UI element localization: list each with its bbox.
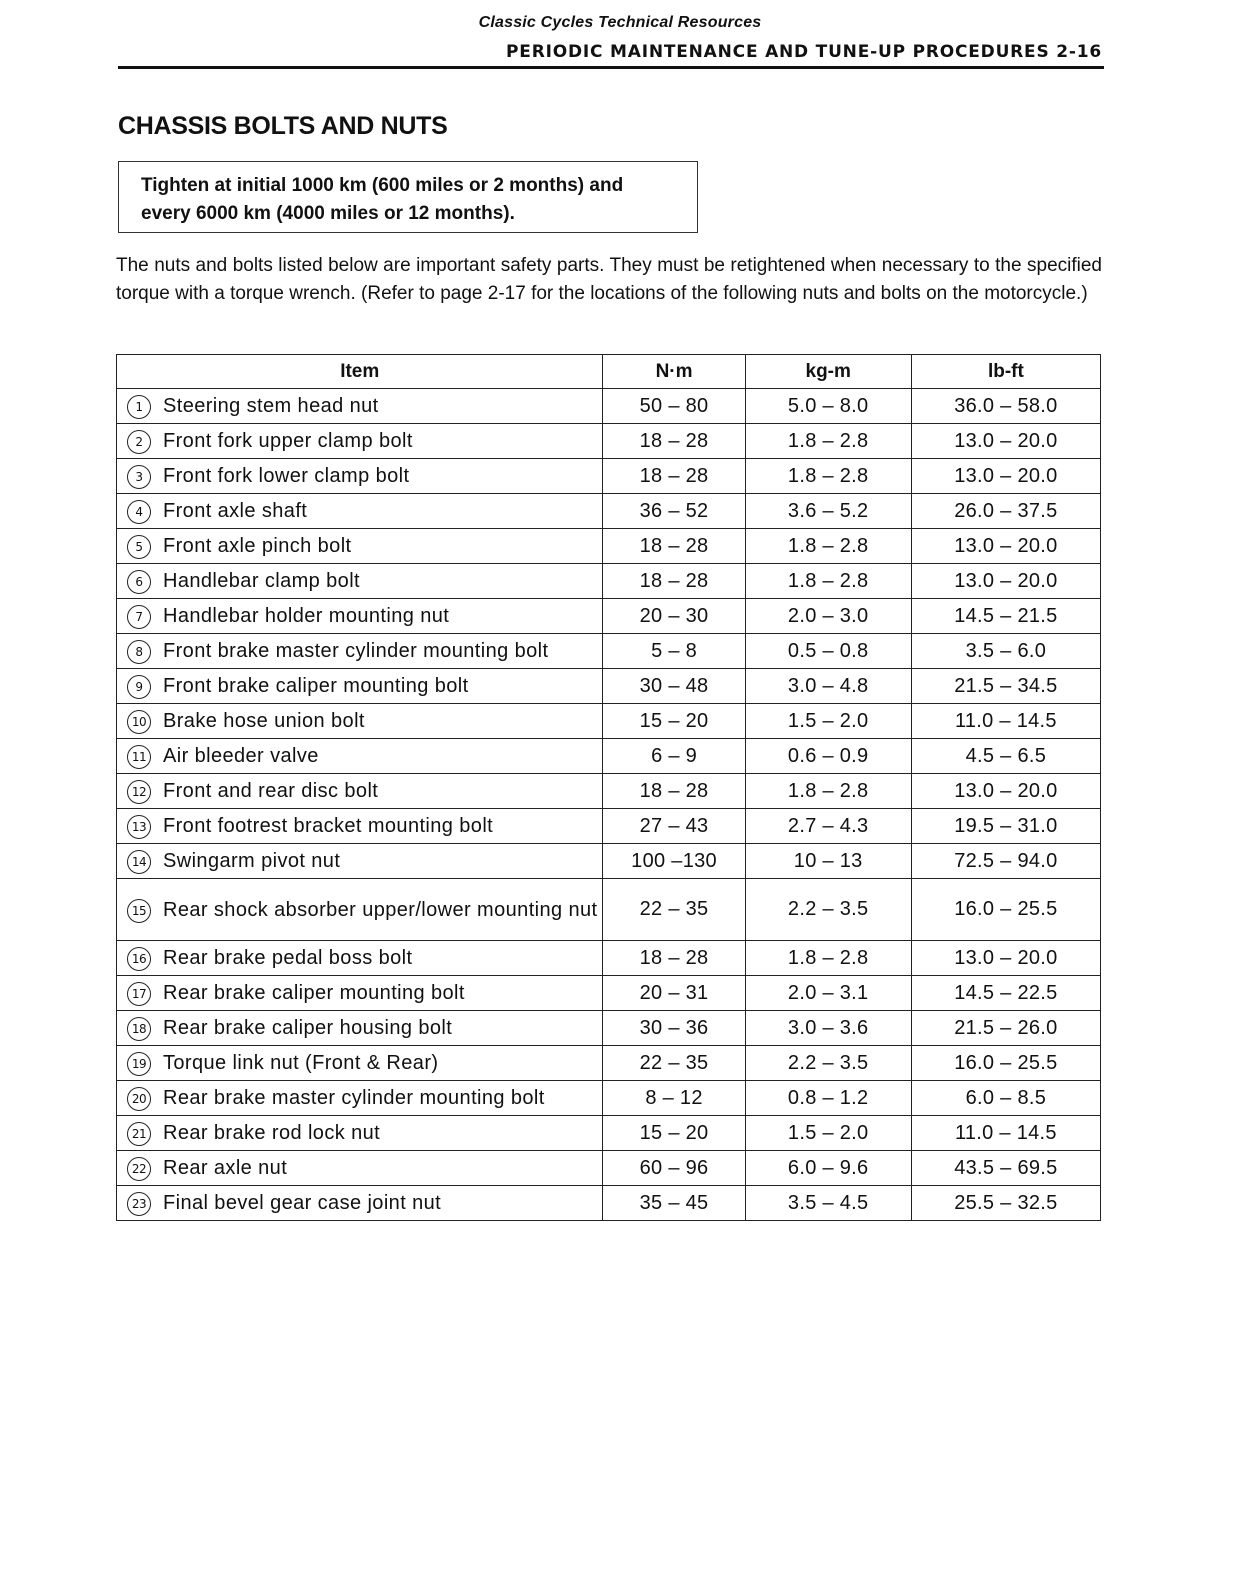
kgm-value-cell: 1.8 – 2.8 [745, 941, 911, 976]
table-row [117, 1046, 1101, 1081]
table-row [117, 1081, 1101, 1116]
nm-value-cell: 18 – 28 [603, 459, 745, 494]
item-label: Brake hose union bolt [163, 710, 365, 732]
notice-line-2: every 6000 km (4000 miles or 12 months). [141, 203, 515, 224]
kgm-value-cell: 1.8 – 2.8 [745, 774, 911, 809]
kgm-value-cell: 1.8 – 2.8 [745, 424, 911, 459]
table-row [117, 976, 1101, 1011]
table-row [117, 844, 1101, 879]
kgm-value-cell: 1.8 – 2.8 [745, 529, 911, 564]
lbft-value-cell: 19.5 – 31.0 [911, 809, 1100, 844]
header-lbft: lb-ft [911, 355, 1100, 389]
item-number-badge: 23 [127, 1192, 151, 1216]
item-number-badge: 1 [127, 395, 151, 419]
nm-value-cell: 18 – 28 [603, 774, 745, 809]
item-cell [117, 941, 603, 976]
item-number-badge: 5 [127, 535, 151, 559]
item-label: Rear brake master cylinder mounting bolt [163, 1087, 545, 1109]
nm-value-cell: 22 – 35 [603, 879, 745, 941]
table-row [117, 564, 1101, 599]
item-label: Rear brake caliper mounting bolt [163, 982, 465, 1004]
kgm-value-cell: 1.5 – 2.0 [745, 704, 911, 739]
kgm-value-cell: 1.8 – 2.8 [745, 459, 911, 494]
item-label: Rear axle nut [163, 1157, 288, 1179]
item-cell [117, 599, 603, 634]
item-number-badge: 9 [127, 675, 151, 699]
lbft-value-cell: 11.0 – 14.5 [911, 704, 1100, 739]
nm-value-cell: 18 – 28 [603, 941, 745, 976]
item-number-badge: 2 [127, 430, 151, 454]
torque-table-body [117, 389, 1101, 1221]
item-label: Front axle shaft [163, 500, 308, 522]
item-cell [117, 459, 603, 494]
lbft-value-cell: 13.0 – 20.0 [911, 774, 1100, 809]
table-row [117, 459, 1101, 494]
item-number-badge: 13 [127, 815, 151, 839]
site-title: Classic Cycles Technical Resources [478, 14, 762, 31]
item-number-badge: 22 [127, 1157, 151, 1181]
item-cell [117, 424, 603, 459]
item-label: Front fork upper clamp bolt [163, 430, 413, 452]
lbft-value-cell: 36.0 – 58.0 [911, 389, 1100, 424]
item-cell [117, 494, 603, 529]
kgm-value-cell: 6.0 – 9.6 [745, 1151, 911, 1186]
item-label: Swingarm pivot nut [163, 850, 341, 872]
table-row [117, 669, 1101, 704]
nm-value-cell: 20 – 31 [603, 976, 745, 1011]
kgm-value-cell: 5.0 – 8.0 [745, 389, 911, 424]
item-cell [117, 809, 603, 844]
nm-value-cell: 5 – 8 [603, 634, 745, 669]
nm-value-cell: 15 – 20 [603, 704, 745, 739]
nm-value-cell: 18 – 28 [603, 424, 745, 459]
lbft-value-cell: 11.0 – 14.5 [911, 1116, 1100, 1151]
lbft-value-cell: 26.0 – 37.5 [911, 494, 1100, 529]
lbft-value-cell: 16.0 – 25.5 [911, 1046, 1100, 1081]
table-row [117, 809, 1101, 844]
item-cell [117, 774, 603, 809]
item-label: Front brake master cylinder mounting bolt [163, 640, 549, 662]
notice-line-1: Tighten at initial 1000 km (600 miles or 2 months) and [141, 175, 624, 196]
item-cell [117, 704, 603, 739]
item-label: Front fork lower clamp bolt [163, 465, 410, 487]
lbft-value-cell: 43.5 – 69.5 [911, 1151, 1100, 1186]
nm-value-cell: 100 –130 [603, 844, 745, 879]
item-number-badge: 21 [127, 1122, 151, 1146]
kgm-value-cell: 3.6 – 5.2 [745, 494, 911, 529]
nm-value-cell: 15 – 20 [603, 1116, 745, 1151]
item-number-badge: 18 [127, 1017, 151, 1041]
item-label: Front axle pinch bolt [163, 535, 352, 557]
kgm-value-cell: 3.0 – 3.6 [745, 1011, 911, 1046]
page-number: 2-16 [1056, 42, 1102, 62]
table-header-row [117, 355, 1101, 389]
lbft-value-cell: 72.5 – 94.0 [911, 844, 1100, 879]
table-row [117, 389, 1101, 424]
item-label: Steering stem head nut [163, 395, 379, 417]
item-number-badge: 11 [127, 745, 151, 769]
item-label: Rear brake pedal boss bolt [163, 947, 413, 969]
kgm-value-cell: 10 – 13 [745, 844, 911, 879]
nm-value-cell: 20 – 30 [603, 599, 745, 634]
item-cell [117, 1116, 603, 1151]
kgm-value-cell: 2.2 – 3.5 [745, 1046, 911, 1081]
lbft-value-cell: 21.5 – 26.0 [911, 1011, 1100, 1046]
nm-value-cell: 18 – 28 [603, 529, 745, 564]
item-label: Front brake caliper mounting bolt [163, 675, 469, 697]
item-number-badge: 20 [127, 1087, 151, 1111]
item-cell [117, 1046, 603, 1081]
lbft-value-cell: 13.0 – 20.0 [911, 941, 1100, 976]
nm-value-cell: 36 – 52 [603, 494, 745, 529]
table-row [117, 941, 1101, 976]
lbft-value-cell: 3.5 – 6.0 [911, 634, 1100, 669]
lbft-value-cell: 21.5 – 34.5 [911, 669, 1100, 704]
item-label: Front footrest bracket mounting bolt [163, 815, 494, 837]
kgm-value-cell: 2.0 – 3.0 [745, 599, 911, 634]
kgm-value-cell: 1.5 – 2.0 [745, 1116, 911, 1151]
item-number-badge: 19 [127, 1052, 151, 1076]
table-row [117, 774, 1101, 809]
table-row [117, 494, 1101, 529]
item-number-badge: 6 [127, 570, 151, 594]
item-number-badge: 10 [127, 710, 151, 734]
table-row [117, 1011, 1101, 1046]
item-label: Rear brake caliper housing bolt [163, 1017, 453, 1039]
running-header [118, 42, 1102, 62]
lbft-value-cell: 13.0 – 20.0 [911, 529, 1100, 564]
header-nm: N·m [603, 355, 745, 389]
item-label: Front and rear disc bolt [163, 780, 379, 802]
item-label: Handlebar holder mounting nut [163, 605, 450, 627]
item-number-badge: 3 [127, 465, 151, 489]
item-label: Rear brake rod lock nut [163, 1122, 381, 1144]
item-cell [117, 389, 603, 424]
kgm-value-cell: 2.2 – 3.5 [745, 879, 911, 941]
item-number-badge: 4 [127, 500, 151, 524]
nm-value-cell: 30 – 48 [603, 669, 745, 704]
kgm-value-cell: 0.5 – 0.8 [745, 634, 911, 669]
item-cell [117, 529, 603, 564]
table-row [117, 634, 1101, 669]
table-row [117, 1151, 1101, 1186]
kgm-value-cell: 2.7 – 4.3 [745, 809, 911, 844]
item-label: Handlebar clamp bolt [163, 570, 360, 592]
notice-box [118, 161, 698, 233]
item-cell [117, 1151, 603, 1186]
kgm-value-cell: 3.5 – 4.5 [745, 1186, 911, 1221]
nm-value-cell: 6 – 9 [603, 739, 745, 774]
intro-paragraph: The nuts and bolts listed below are important safety parts. They must be retightened when necessary to the specified torque with a torque wrench. (Refer to page 2-17 for the locations of the following nuts and bolts on the motorcycle.) [116, 255, 1102, 304]
item-label: Rear shock absorber upper/lower mounting nut [163, 898, 598, 921]
torque-table [116, 354, 1101, 1221]
lbft-value-cell: 13.0 – 20.0 [911, 564, 1100, 599]
lbft-value-cell: 13.0 – 20.0 [911, 424, 1100, 459]
table-row [117, 704, 1101, 739]
item-cell [117, 976, 603, 1011]
item-label: Air bleeder valve [163, 745, 319, 767]
nm-value-cell: 18 – 28 [603, 564, 745, 599]
item-cell [117, 1011, 603, 1046]
header-item: Item [117, 355, 603, 389]
item-cell [117, 1186, 603, 1221]
item-cell [117, 739, 603, 774]
kgm-value-cell: 0.6 – 0.9 [745, 739, 911, 774]
table-row [117, 739, 1101, 774]
item-label: Torque link nut (Front & Rear) [163, 1052, 439, 1074]
nm-value-cell: 35 – 45 [603, 1186, 745, 1221]
table-row [117, 879, 1101, 941]
chapter-title: PERIODIC MAINTENANCE AND TUNE-UP PROCEDURES [506, 42, 1050, 62]
nm-value-cell: 22 – 35 [603, 1046, 745, 1081]
lbft-value-cell: 14.5 – 21.5 [911, 599, 1100, 634]
item-cell [117, 844, 603, 879]
nm-value-cell: 27 – 43 [603, 809, 745, 844]
nm-value-cell: 60 – 96 [603, 1151, 745, 1186]
kgm-value-cell: 1.8 – 2.8 [745, 564, 911, 599]
item-cell [117, 1081, 603, 1116]
table-row [117, 599, 1101, 634]
item-number-badge: 17 [127, 982, 151, 1006]
table-row [117, 1116, 1101, 1151]
item-cell [117, 879, 603, 941]
item-cell [117, 564, 603, 599]
item-cell [117, 669, 603, 704]
kgm-value-cell: 3.0 – 4.8 [745, 669, 911, 704]
lbft-value-cell: 13.0 – 20.0 [911, 459, 1100, 494]
item-number-badge: 7 [127, 605, 151, 629]
item-number-badge: 16 [127, 947, 151, 971]
lbft-value-cell: 25.5 – 32.5 [911, 1186, 1100, 1221]
nm-value-cell: 30 – 36 [603, 1011, 745, 1046]
lbft-value-cell: 14.5 – 22.5 [911, 976, 1100, 1011]
item-label: Final bevel gear case joint nut [163, 1192, 442, 1214]
lbft-value-cell: 16.0 – 25.5 [911, 879, 1100, 941]
item-number-badge: 15 [127, 899, 151, 923]
table-row [117, 529, 1101, 564]
lbft-value-cell: 6.0 – 8.5 [911, 1081, 1100, 1116]
table-row [117, 424, 1101, 459]
lbft-value-cell: 4.5 – 6.5 [911, 739, 1100, 774]
kgm-value-cell: 0.8 – 1.2 [745, 1081, 911, 1116]
header-kgm: kg-m [745, 355, 911, 389]
kgm-value-cell: 2.0 – 3.1 [745, 976, 911, 1011]
nm-value-cell: 50 – 80 [603, 389, 745, 424]
section-title: CHASSIS BOLTS AND NUTS [118, 112, 448, 140]
item-number-badge: 12 [127, 780, 151, 804]
item-number-badge: 8 [127, 640, 151, 664]
table-row [117, 1186, 1101, 1221]
item-cell [117, 634, 603, 669]
nm-value-cell: 8 – 12 [603, 1081, 745, 1116]
header-rule [118, 66, 1104, 69]
item-number-badge: 14 [127, 850, 151, 874]
